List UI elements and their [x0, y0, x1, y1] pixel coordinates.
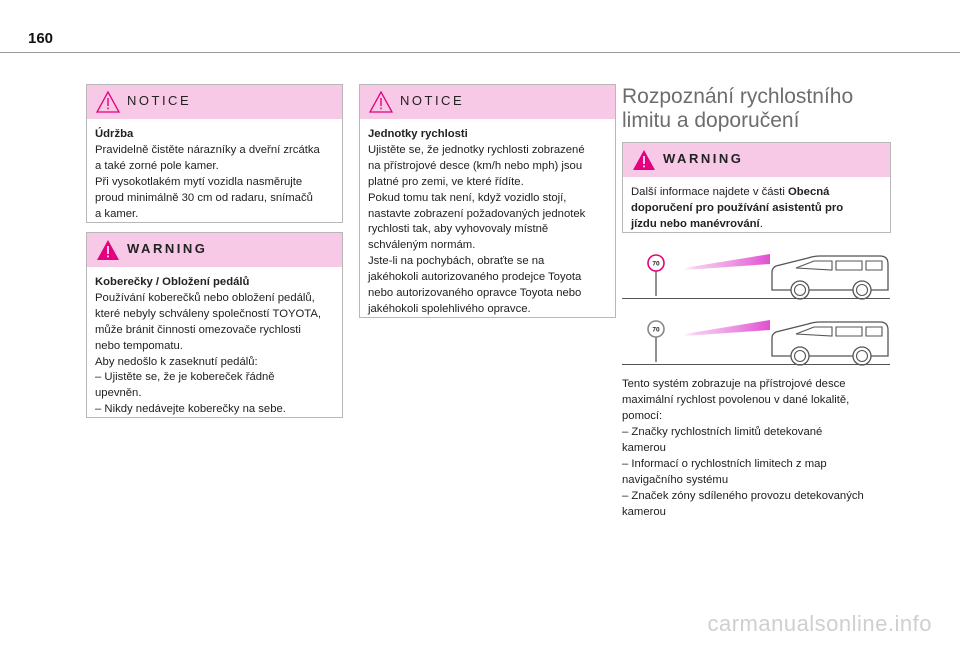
warning-heading: Koberečky / Obložení pedálů [95, 276, 250, 288]
text-bold: jízdu nebo manévrování [631, 217, 760, 230]
notice-title: NOTICE [400, 93, 465, 108]
text-line: nebo tempomatu. [95, 339, 183, 352]
text-line: a kamer. [95, 207, 139, 220]
speed-sign-camera-diagram [622, 308, 892, 370]
car-icon [772, 256, 888, 299]
text-line: upevněn. [95, 387, 142, 400]
text-bold: doporučení pro používání asistentů pro [631, 201, 844, 214]
warning-body [623, 177, 890, 241]
text-line: Aby nedošlo k zaseknutí pedálů: [95, 355, 258, 368]
text-line: Jste-li na pochybách, obraťte se na [368, 255, 545, 268]
watermark: carmanualsonline.info [707, 611, 932, 636]
notice-body [87, 119, 342, 230]
text-line: Používání koberečků nebo obložení pedálů, [95, 291, 315, 304]
text-line: platné pro zemi, ve které řídíte. [368, 175, 524, 188]
text-bold: Obecná [787, 186, 830, 198]
text-line: kamerou [622, 442, 666, 454]
notice-header [87, 85, 342, 119]
text-line: které nebyly schváleny společností TOYOTA, [95, 307, 322, 320]
text-line: Pokud tomu tak není, když vozidlo stojí, [368, 191, 567, 204]
section-heading [622, 85, 942, 133]
diagram-ground-line [622, 298, 890, 299]
text-plain: . [759, 217, 763, 230]
text-plain: Další informace najdete v části [631, 186, 788, 198]
notice-header [360, 85, 615, 119]
section-heading-line: Rozpoznání rychlostního [622, 85, 854, 108]
speed-sign-value: 70 [652, 326, 660, 334]
text-line: rychlosti tak, aby vyhovovaly místně [368, 223, 549, 236]
warning-triangle-icon [632, 149, 656, 171]
notice-heading: Údržba [95, 128, 134, 140]
description-text [622, 376, 912, 520]
speed-sign-value: 70 [652, 260, 660, 268]
notice-units-box [359, 84, 616, 318]
warning-info-box [622, 142, 891, 233]
text-line: Tento systém zobrazuje na přístrojové desce [622, 378, 846, 390]
warning-triangle-icon [96, 91, 120, 113]
text-line: Ujistěte se, že jednotky rychlosti zobrazené [368, 143, 585, 156]
warning-body [87, 267, 342, 426]
text-line: – Značky rychlostních limitů detekované [622, 426, 823, 438]
text-line: – Nikdy nedávejte koberečky na sebe. [95, 403, 286, 416]
warning-header [623, 143, 890, 177]
warning-text [631, 185, 882, 201]
car-icon [772, 322, 888, 365]
notice-body [360, 119, 615, 326]
top-divider [0, 52, 960, 53]
text-line: pomocí: [622, 410, 663, 422]
text-line: – Ujistěte se, že je kobereček řádně [95, 371, 275, 384]
text-line: – Značek zóny sdíleného provozu detekovaných [622, 490, 864, 502]
warning-mats-box [86, 232, 343, 418]
text-line: Při vysokotlakém mytí vozidla nasměrujte [95, 175, 303, 188]
section-heading-line: limitu a doporučení [622, 109, 800, 132]
warning-header [87, 233, 342, 267]
text-line: na přístrojové desce (km/h nebo mph) jsou [368, 159, 583, 172]
text-line: a také zorné pole kamer. [95, 159, 219, 172]
text-line: maximální rychlost povolenou v dané lokalitě, [622, 394, 850, 406]
notice-maintenance-box [86, 84, 343, 223]
warning-text [631, 217, 882, 233]
text-line: Pravidelně čistěte nárazníky a dveřní zrcátka [95, 143, 320, 156]
text-line: schváleným normám. [368, 239, 476, 252]
warning-title: WARNING [663, 151, 744, 166]
notice-heading: Jednotky rychlosti [368, 128, 468, 140]
warning-triangle-icon [369, 91, 393, 113]
text-line: jakéhokoli spolehlivého opravce. [368, 302, 531, 315]
warning-title: WARNING [127, 241, 208, 256]
text-line: – Informací o rychlostních limitech z map [622, 458, 827, 470]
text-line: jakéhokoli autorizovaného prodejce Toyota [368, 271, 582, 284]
text-line: nebo autorizovaného opravce Toyota nebo [368, 287, 582, 300]
text-line: kamerou [622, 506, 666, 518]
text-line: může bránit činnosti omezovače rychlosti [95, 323, 301, 336]
diagram-ground-line [622, 364, 890, 365]
text-line: navigačního systému [622, 474, 729, 486]
text-line: proud minimálně 30 cm od radaru, snímačů [95, 191, 313, 204]
page-number: 160 [28, 30, 54, 47]
warning-triangle-icon [96, 239, 120, 261]
text-line: nastavte zobrazení požadovaných jednotek [368, 207, 586, 220]
speed-sign-camera-diagram [622, 242, 892, 304]
notice-title: NOTICE [127, 93, 192, 108]
